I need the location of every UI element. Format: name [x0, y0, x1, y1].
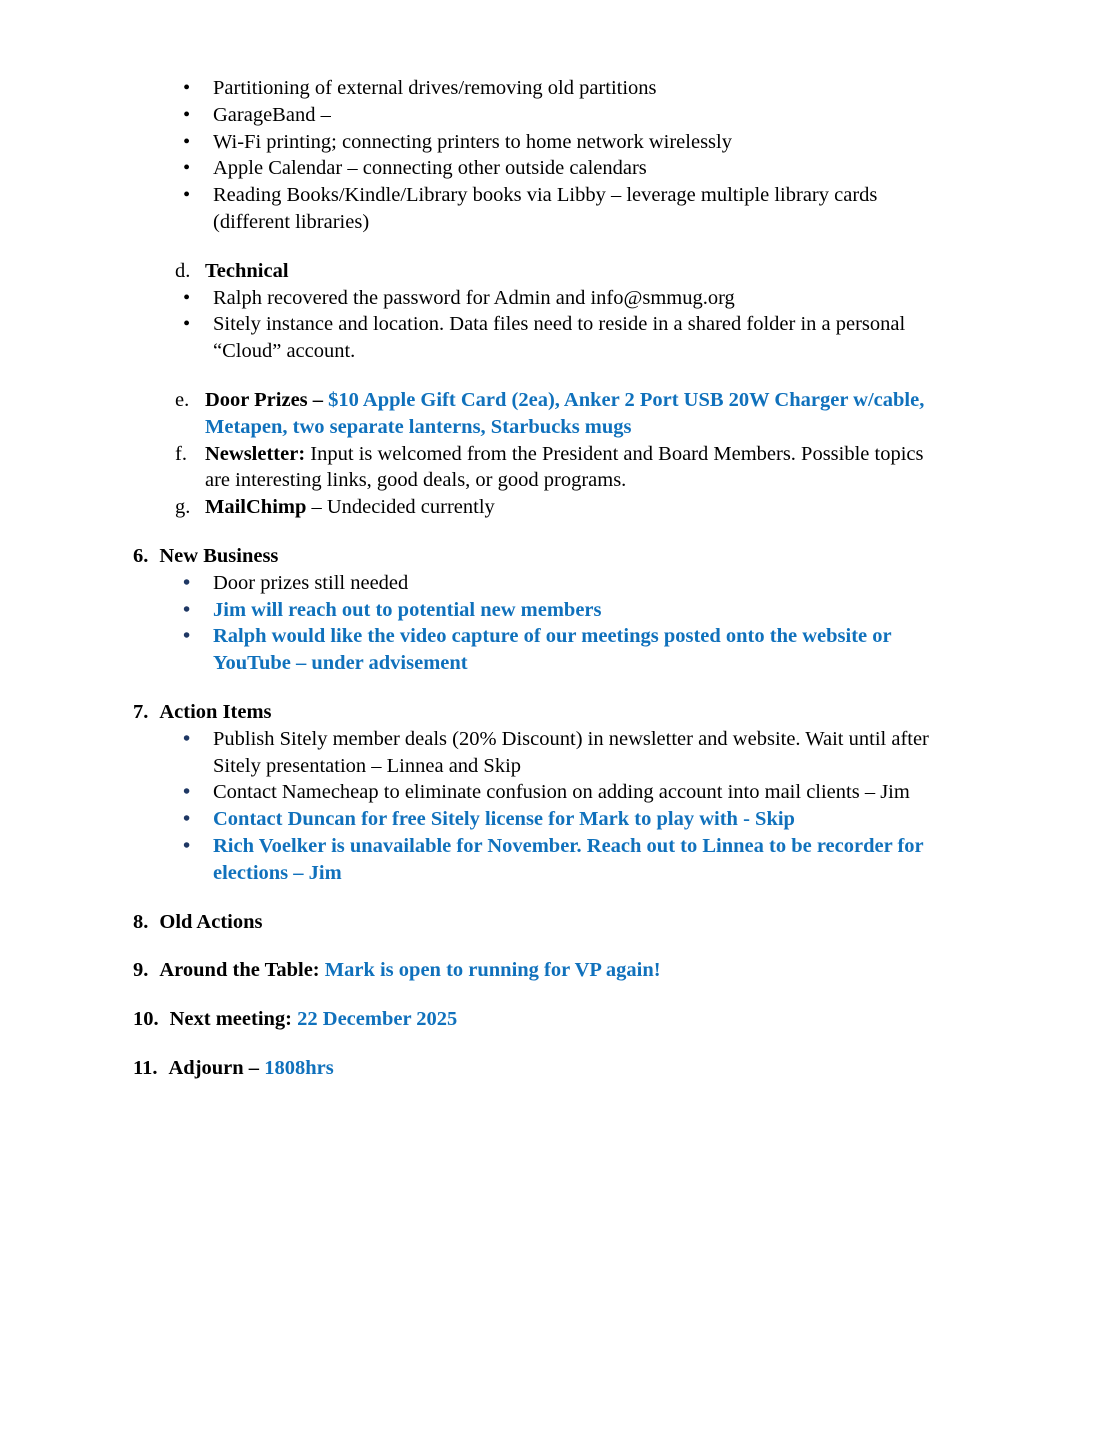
list-item [0, 129, 1115, 156]
list-item [0, 909, 1115, 936]
list-item [0, 494, 1115, 521]
text-segment: Wi-Fi printing; connecting printers to home network wirelessly [213, 130, 732, 153]
line-text [205, 387, 924, 414]
text-segment: $10 Apple Gift Card (2ea), Anker 2 Port USB 20W Charger w/cable, [328, 388, 925, 411]
text-segment: MailChimp [205, 496, 307, 519]
list-item [0, 543, 1115, 570]
text-segment: Mark is open to running for VP again! [324, 959, 661, 982]
line-text [213, 650, 468, 677]
list-item [0, 753, 1115, 780]
text-segment: Apple Calendar – connecting other outside calendars [213, 157, 647, 180]
text-segment: Partitioning of external drives/removing old partitions [213, 77, 657, 99]
list-marker: g. [175, 496, 191, 519]
text-segment: Reading Books/Kindle/Library books via Libby – leverage multiple library cards [213, 184, 878, 207]
text-segment: Publish Sitely member deals (20% Discount) in newsletter and website. Wait until after [213, 727, 929, 750]
text-segment: are interesting links, good deals, or good programs. [205, 469, 627, 492]
list-item [0, 338, 1115, 365]
text-segment: YouTube – under advisement [213, 652, 468, 675]
bullet-icon: • [183, 781, 191, 804]
line-text [213, 209, 369, 236]
list-item [0, 285, 1115, 312]
bullet-icon: • [183, 834, 191, 857]
list-item [0, 806, 1115, 833]
line-text [213, 860, 342, 887]
text-segment: “Cloud” account. [213, 340, 356, 363]
list-item [0, 311, 1115, 338]
bullet-icon: • [183, 103, 191, 126]
text-segment: Jim will reach out to potential new members [213, 598, 602, 621]
list-item [0, 833, 1115, 860]
list-item [0, 623, 1115, 650]
list-item [0, 597, 1115, 624]
text-segment: Door prizes still needed [213, 571, 409, 594]
line-text [213, 597, 602, 624]
text-segment: (different libraries) [213, 210, 370, 233]
list-item [0, 860, 1115, 887]
list-item [0, 650, 1115, 677]
text-segment: Action Items [159, 700, 272, 723]
list-marker: 9. [133, 959, 149, 982]
list-item [0, 75, 1115, 102]
line-text [213, 833, 924, 860]
bullet-icon: • [183, 313, 191, 336]
text-segment: Next meeting: [169, 1008, 298, 1031]
text-segment: Ralph recovered the password for Admin and info@smmug.org [213, 286, 735, 309]
list-item [0, 779, 1115, 806]
bullet-icon: • [183, 286, 191, 309]
bullet-icon: • [183, 625, 191, 648]
text-segment: – Undecided currently [306, 496, 495, 519]
line-text [159, 909, 262, 936]
list-item [0, 387, 1115, 414]
bullet-icon: • [183, 77, 191, 99]
text-segment: Technical [205, 259, 289, 282]
text-segment: Around the Table: [159, 959, 325, 982]
list-item [0, 957, 1115, 984]
line-text [213, 726, 929, 753]
line-text [169, 1055, 334, 1082]
list-marker: e. [175, 388, 190, 411]
line-text [213, 753, 521, 780]
list-item [0, 155, 1115, 182]
text-segment: Old Actions [159, 910, 263, 933]
text-segment: Ralph would like the video capture of our meetings posted onto the website or [213, 625, 892, 648]
bullet-icon: • [183, 184, 191, 207]
list-item [0, 209, 1115, 236]
line-text [213, 102, 331, 129]
line-text [170, 1006, 458, 1033]
list-marker: 8. [133, 910, 149, 933]
line-text [205, 258, 289, 285]
list-item [0, 414, 1115, 441]
line-text [213, 623, 892, 650]
line-text [159, 699, 271, 726]
text-segment: elections – Jim [213, 861, 342, 884]
text-segment: Door Prizes – [205, 388, 329, 411]
text-segment: Newsletter: [205, 442, 306, 465]
text-segment: New Business [159, 544, 279, 567]
text-segment: Input is welcomed from the President and Board Members. Possible topics [305, 442, 924, 465]
text-segment: Metapen, two separate lanterns, Starbucks mugs [205, 415, 632, 438]
line-text [213, 806, 795, 833]
bullet-icon: • [183, 571, 191, 594]
list-item [0, 182, 1115, 209]
line-text [213, 285, 735, 312]
text-segment: Adjourn – [168, 1056, 265, 1079]
list-item [0, 570, 1115, 597]
line-text [213, 155, 647, 182]
list-item [0, 102, 1115, 129]
line-text [205, 494, 495, 521]
list-item [0, 258, 1115, 285]
list-item [0, 1006, 1115, 1033]
line-text [205, 467, 626, 494]
line-text [213, 779, 910, 806]
bullet-icon: • [183, 598, 191, 621]
text-segment: Rich Voelker is unavailable for November. Reach out to Linnea to be recorder for [213, 834, 924, 857]
list-item [0, 467, 1115, 494]
list-item [0, 1055, 1115, 1082]
bullet-icon: • [183, 808, 191, 831]
list-marker: 11. [133, 1056, 158, 1079]
list-marker: f. [175, 442, 187, 465]
text-segment: Contact Namecheap to eliminate confusion on adding account into mail clients – Jim [213, 781, 910, 804]
line-text [159, 543, 278, 570]
list-marker: 7. [133, 700, 149, 723]
text-segment: 1808hrs [264, 1056, 334, 1079]
line-text [213, 570, 408, 597]
list-item [0, 441, 1115, 468]
text-segment: Sitely instance and location. Data files need to reside in a shared folder in a personal [213, 313, 906, 336]
bullet-icon: • [183, 157, 191, 180]
list-item [0, 699, 1115, 726]
list-marker: d. [175, 259, 191, 282]
list-marker: 6. [133, 544, 149, 567]
line-text [213, 75, 657, 102]
bullet-icon: • [183, 727, 191, 750]
line-text [205, 441, 924, 468]
line-text [213, 182, 877, 209]
line-text [159, 957, 660, 984]
list-marker: 10. [133, 1008, 159, 1031]
text-segment: Sitely presentation – Linnea and Skip [213, 754, 522, 777]
text-segment: 22 December 2025 [297, 1008, 458, 1031]
bullet-icon: • [183, 130, 191, 153]
line-text [213, 311, 905, 338]
line-text [213, 129, 732, 156]
line-text [205, 414, 632, 441]
text-segment: GarageBand – [213, 103, 331, 126]
list-item [0, 726, 1115, 753]
line-text [213, 338, 355, 365]
text-segment: Contact Duncan for free Sitely license for Mark to play with - Skip [213, 808, 795, 831]
